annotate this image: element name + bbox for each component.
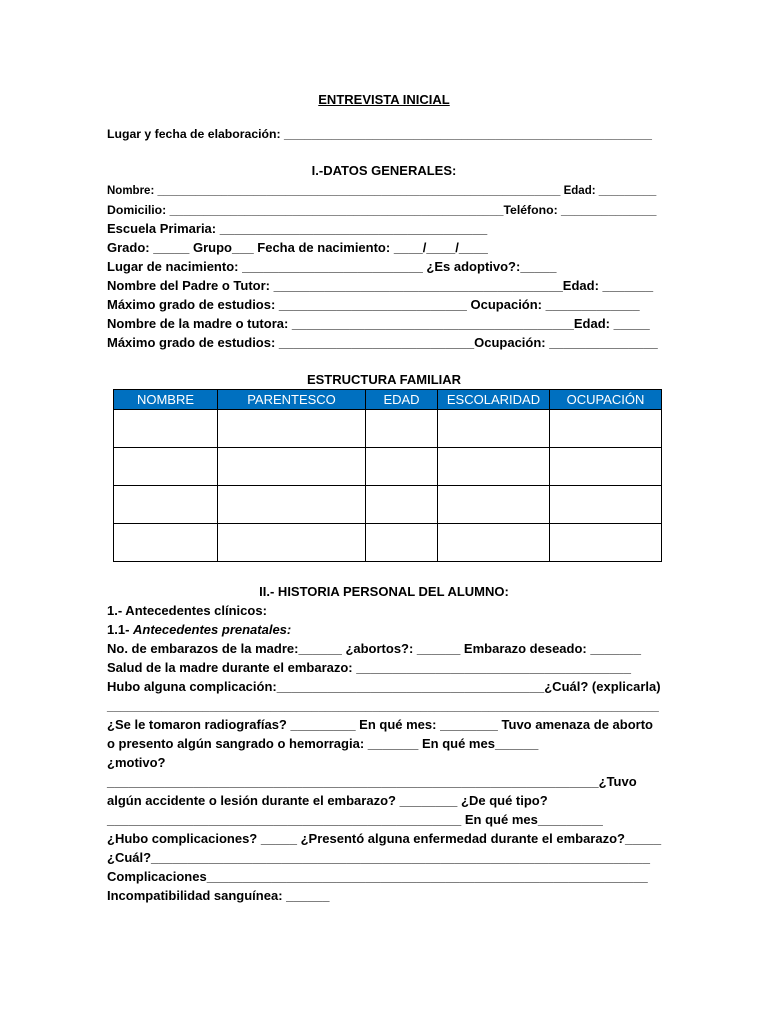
header-nombre: NOMBRE <box>114 390 218 410</box>
table-row <box>114 410 662 448</box>
history-line-cual: ¿Cuál?_____________________________________________________________________ <box>107 850 650 865</box>
table-cell[interactable] <box>366 448 438 486</box>
header-edad: EDAD <box>366 390 438 410</box>
table-cell[interactable] <box>366 486 438 524</box>
table-cell[interactable] <box>114 448 218 486</box>
history-line-accidente: algún accidente o lesión durante el embarazo? ________ ¿De qué tipo? <box>107 793 548 808</box>
table-cell[interactable] <box>114 410 218 448</box>
table-cell[interactable] <box>218 410 366 448</box>
prenatal-label: Antecedentes prenatales: <box>133 622 292 637</box>
history-line-radiografias: ¿Se le tomaron radiografías? _________ En qué mes: ________ Tuvo amenaza de aborto <box>107 717 653 732</box>
table-cell[interactable] <box>550 486 662 524</box>
table-cell[interactable] <box>550 410 662 448</box>
grado-line: Grado: _____ Grupo___ Fecha de nacimiento: ____/____/____ <box>107 240 488 255</box>
table-cell[interactable] <box>438 486 550 524</box>
estudios-padre-line: Máximo grado de estudios: __________________________ Ocupación: _____________ <box>107 297 640 312</box>
history-line-incompatibilidad: Incompatibilidad sanguínea: ______ <box>107 888 330 903</box>
table-row <box>114 524 662 562</box>
section-datos-generales: I.-DATOS GENERALES: <box>311 163 457 178</box>
table-cell[interactable] <box>550 524 662 562</box>
history-line-complicaciones-q: ¿Hubo complicaciones? _____ ¿Presentó alguna enfermedad durante el embarazo?_____ <box>107 831 662 846</box>
prenatal-number: 1.1- <box>107 622 134 637</box>
history-line-en-que-mes: _________________________________________________ En qué mes_________ <box>107 812 603 827</box>
nombre-line: Nombre: _______________________________________________________________ Edad: _________ <box>107 185 657 197</box>
estudios-madre-line: Máximo grado de estudios: ___________________________Ocupación: _______________ <box>107 335 658 350</box>
table-cell[interactable] <box>218 524 366 562</box>
history-line-motivo: ¿motivo? <box>107 755 166 770</box>
lugar-nacimiento-line: Lugar de nacimiento: _________________________ ¿Es adoptivo?:_____ <box>107 259 557 274</box>
header-escolaridad: ESCOLARIDAD <box>438 390 550 410</box>
header-parentesco: PARENTESCO <box>218 390 366 410</box>
table-cell[interactable] <box>550 448 662 486</box>
header-ocupacion: OCUPACIÓN <box>550 390 662 410</box>
table-cell[interactable] <box>114 486 218 524</box>
history-line-complicaciones: Complicaciones_____________________________________________________________ <box>107 869 648 884</box>
domicilio-line: Domicilio: _________________________________________________Teléfono: ______________ <box>107 203 657 217</box>
section-historia-personal: II.- HISTORIA PERSONAL DEL ALUMNO: <box>259 584 509 599</box>
family-table-header <box>114 390 662 410</box>
history-line-embarazos: No. de embarazos de la madre:______ ¿abortos?: ______ Embarazo deseado: _______ <box>107 641 641 656</box>
escuela-line: Escuela Primaria: _____________________________________ <box>107 221 488 236</box>
antecedentes-prenatales-heading <box>107 622 291 638</box>
table-cell[interactable] <box>218 448 366 486</box>
madre-line: Nombre de la madre o tutora: _______________________________________Edad: _____ <box>107 316 650 331</box>
table-cell[interactable] <box>114 524 218 562</box>
history-line-blank: _________________________________________________________________________________ <box>107 699 659 713</box>
table-cell[interactable] <box>438 448 550 486</box>
lugar-fecha-line: Lugar y fecha de elaboración: ______________________________________________________ <box>107 127 652 141</box>
history-line-salud: Salud de la madre durante el embarazo: ______________________________________ <box>107 660 631 675</box>
table-cell[interactable] <box>438 524 550 562</box>
antecedentes-clinicos-heading: 1.- Antecedentes clínicos: <box>107 603 267 618</box>
history-line-tuvo: ____________________________________________________________________¿Tuvo <box>107 774 637 789</box>
table-cell[interactable] <box>438 410 550 448</box>
history-line-complicacion: Hubo alguna complicación:_____________________________________¿Cuál? (explicarla) <box>107 679 661 694</box>
family-title: ESTRUCTURA FAMILIAR <box>306 372 462 387</box>
table-row <box>114 486 662 524</box>
page-title: ENTREVISTA INICIAL <box>318 92 450 107</box>
table-row <box>114 448 662 486</box>
table-cell[interactable] <box>218 486 366 524</box>
padre-line: Nombre del Padre o Tutor: ________________________________________Edad: _______ <box>107 278 654 293</box>
family-table <box>113 389 662 562</box>
history-line-sangrado: o presento algún sangrado o hemorragia: _______ En qué mes______ <box>107 736 539 751</box>
table-cell[interactable] <box>366 410 438 448</box>
table-cell[interactable] <box>366 524 438 562</box>
